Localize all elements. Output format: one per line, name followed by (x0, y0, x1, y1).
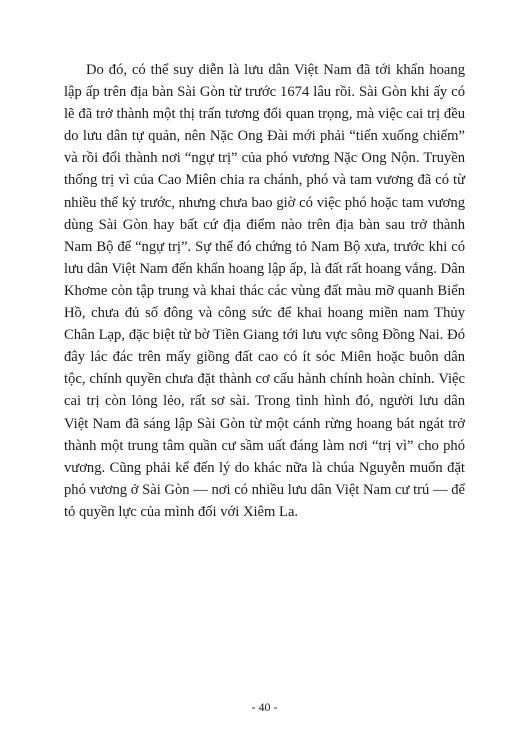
body-text (64, 59, 465, 523)
page-number: - 40 - (251, 700, 278, 714)
paragraph: Do đó, có thể suy diễn là lưu dân Việt Nam đã tới khẩn hoang lập ấp trên địa bàn Sài Gòn từ trước 1674 lâu rồi. Sài Gòn khi ấy có lẽ đã trở thành một thị trấn tương đối quan trọng, mà việc cai trị đều do lưu dân tự quản, nên Nặc Ong Đài mới phải “tiến xuống chiếm” và rồi đổi thành nơi “ngự trị” của phó vương Nặc Ong Nộn. Truyền thống trị vì của Cao Miên chia ra chánh, phó và tam vương đã có từ nhiều thế kỷ trước, nhưng chưa bao giờ có việc phó hoặc tam vương dùng Sài Gòn hay bất cứ địa điểm nào trên địa bàn sau trở thành Nam Bộ để “ngự trị”. Sự thể đó chứng tỏ Nam Bộ xưa, trước khi có lưu dân Việt Nam đến khẩn hoang lập ấp, là đất rất hoang vắng. Dân Khơme còn tập trung và khai thác các vùng đất màu mỡ quanh Biển Hồ, chưa đủ số đông và công sức để khai hoang miền nam Thủy Chân Lạp, đặc biệt từ bờ Tiền Giang tới lưu vực sông Đồng Nai. Đó đây lác đác trên mấy giồng đất cao có ít sóc Miên hoặc buôn dân tộc, chính quyền chưa đặt thành cơ cấu hành chính hoàn chỉnh. Việc cai trị còn lỏng lẻo, rất sơ sài. Trong tình hình đó, người lưu dân Việt Nam đã sáng lập Sài Gòn từ một cánh rừng hoang bát ngát trở thành một trung tâm quần cư sầm uất đáng làm nơi “trị vì” cho phó vương. Cũng phải kể đến lý do khác nữa là chúa Nguyễn muốn đặt phó vương ở Sài Gòn — nơi có nhiều lưu dân Việt Nam cư trú — để tỏ quyền lực của mình đối với Xiêm La. (64, 62, 465, 520)
